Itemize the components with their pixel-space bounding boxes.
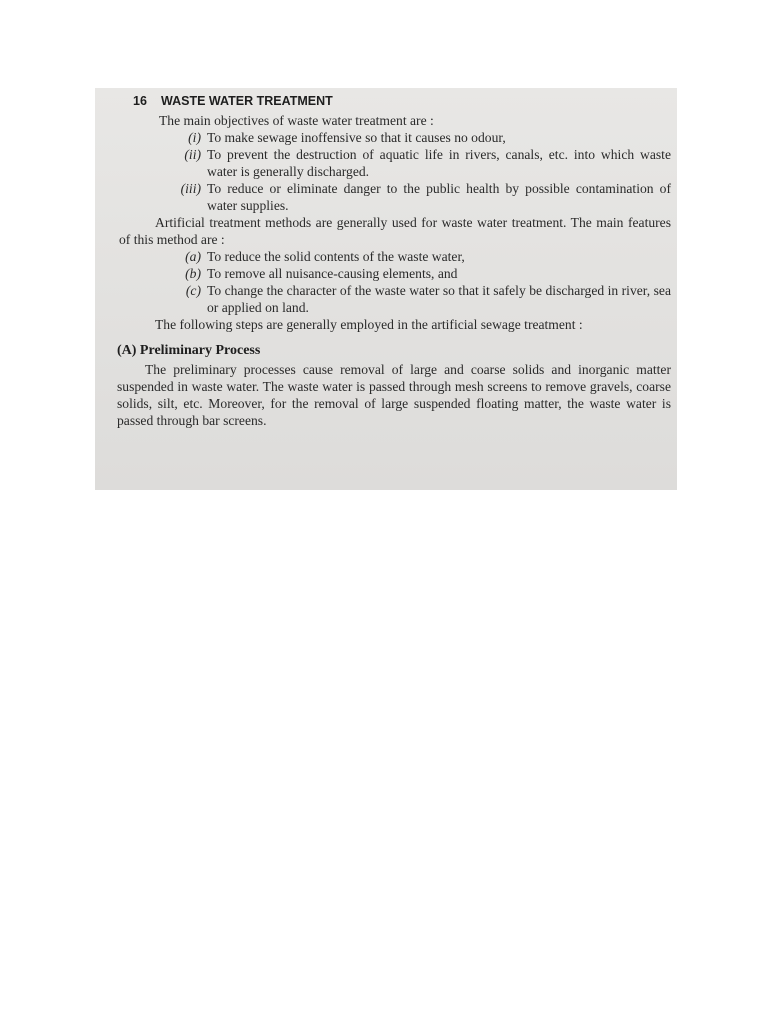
- list-item: [123, 265, 671, 282]
- list-item: [123, 146, 671, 180]
- section-heading: (A) Preliminary Process: [117, 343, 261, 358]
- list-item-text: To change the character of the waste water so that it safely be discharged in river, sea or applied on land.: [207, 283, 671, 315]
- list-marker: (a): [185, 249, 201, 264]
- features-intro: Artificial treatment methods are generally used for waste water treatment. The main features of this method are :: [119, 215, 671, 247]
- steps-intro: The following steps are generally employed in the artificial sewage treatment :: [155, 317, 583, 332]
- list-item: [123, 180, 671, 214]
- objectives-intro: The main objectives of waste water treatment are :: [159, 113, 434, 128]
- list-marker: (i): [188, 130, 201, 145]
- list-item: [123, 129, 671, 146]
- running-header: [133, 93, 671, 110]
- page-number: 16: [133, 94, 147, 108]
- list-item-text: To reduce or eliminate danger to the public health by possible contamination of water supplies.: [207, 181, 671, 213]
- list-item: [123, 282, 671, 316]
- list-marker: (iii): [180, 181, 201, 196]
- objectives-list: [123, 129, 671, 214]
- list-item: [123, 248, 671, 265]
- page-photo: [95, 88, 677, 490]
- list-marker: (c): [185, 283, 201, 298]
- list-item-text: To reduce the solid contents of the waste water,: [207, 249, 465, 264]
- list-item-text: To make sewage inoffensive so that it causes no odour,: [207, 130, 506, 145]
- list-marker: (b): [185, 266, 201, 281]
- list-marker: (ii): [184, 147, 201, 162]
- features-list: [123, 248, 671, 316]
- running-head-title: WASTE WATER TREATMENT: [161, 94, 333, 108]
- section-body: The preliminary processes cause removal of large and coarse solids and inorganic matter suspended in waste water. The waste water is passed through mesh screens to remove gravels, coarse solids, silt, etc. Moreover, for the removal of large suspended floating matter, the waste water is passed through bar screens.: [117, 362, 671, 428]
- list-item-text: To remove all nuisance-causing elements, and: [207, 266, 458, 281]
- list-item-text: To prevent the destruction of aquatic life in rivers, canals, etc. into which waste water is generally discharged.: [207, 147, 671, 179]
